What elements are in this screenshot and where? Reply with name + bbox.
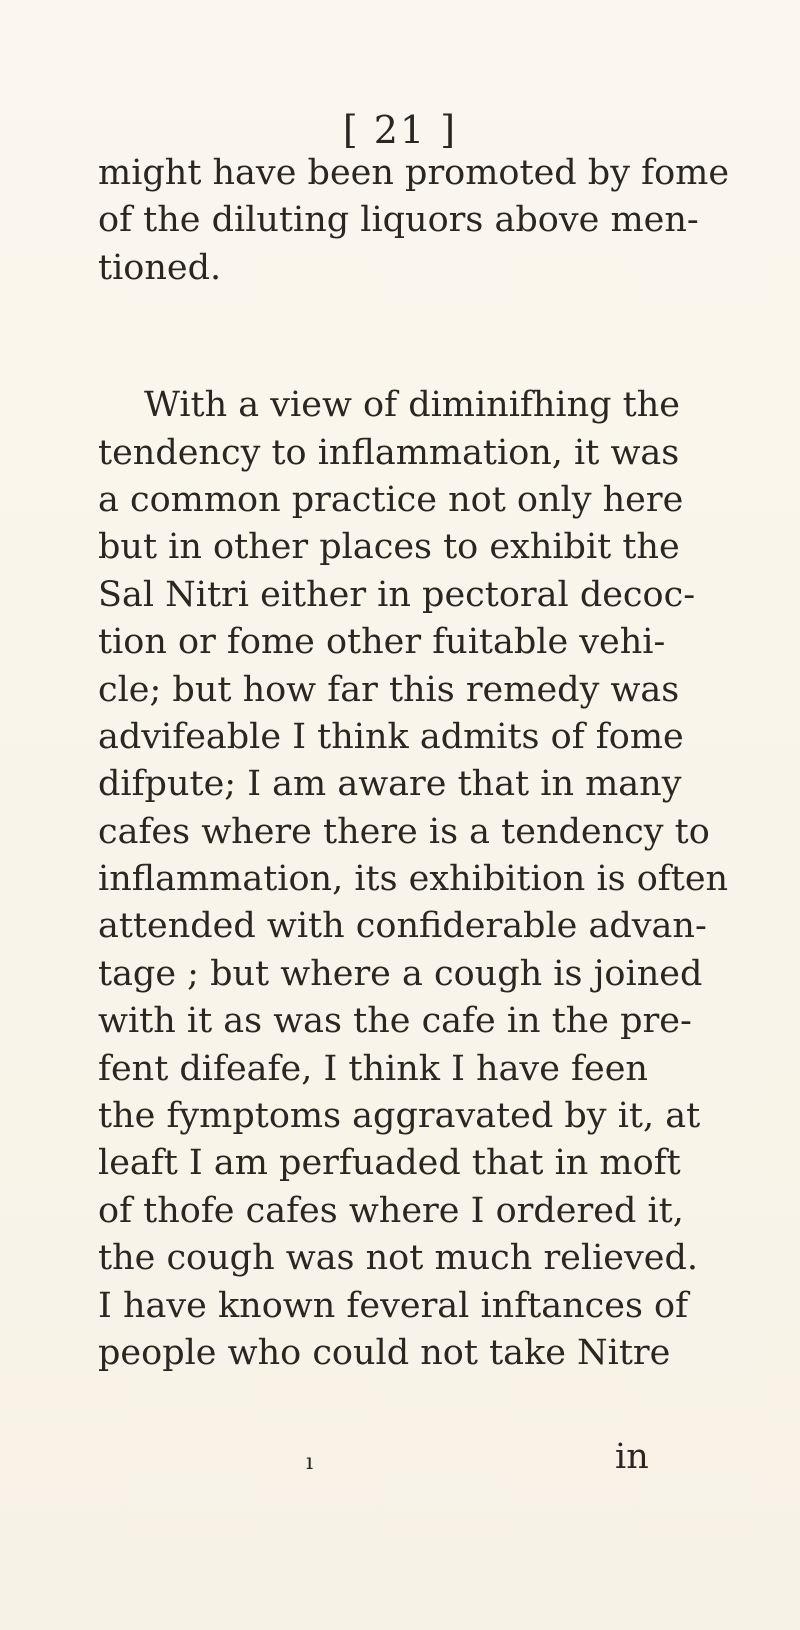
text-line: tendency to inflammation, it was bbox=[98, 432, 680, 473]
text-line: tage ; but where a cough is joined bbox=[98, 953, 703, 994]
text-line: but in other places to exhibit the bbox=[98, 527, 680, 568]
text-line: cafes where there is a tendency to bbox=[98, 811, 710, 852]
paragraph bbox=[98, 150, 738, 292]
body-text bbox=[98, 150, 738, 1377]
text-line: tioned. bbox=[98, 247, 222, 288]
text-line: the cough was not much relieved. bbox=[98, 1238, 699, 1279]
text-line: tion or fome other fuitable vehi- bbox=[98, 622, 666, 663]
text-line: the fymptoms aggravated by it, at bbox=[98, 1096, 701, 1137]
text-line: I have known feveral inftances of bbox=[98, 1285, 689, 1326]
text-line: of the diluting liquors above men- bbox=[98, 200, 699, 241]
text-line: Sal Nitri either in pectoral decoc- bbox=[98, 574, 696, 615]
text-line: of thofe cafes where I ordered it, bbox=[98, 1190, 684, 1231]
text-line: attended with confiderable advan- bbox=[98, 906, 707, 947]
text-line: cle; but how far this remedy was bbox=[98, 669, 680, 710]
text-line: difpute; I am aware that in many bbox=[98, 764, 682, 805]
catchword: in bbox=[615, 1437, 649, 1477]
text-line: people who could not take Nitre bbox=[98, 1332, 671, 1373]
paragraph-gap bbox=[98, 292, 738, 382]
text-line: a common practice not only here bbox=[98, 479, 684, 520]
text-line: fent difeafe, I think I have feen bbox=[98, 1048, 648, 1089]
text-line: leaft I am perfuaded that in moft bbox=[98, 1143, 681, 1184]
text-line: advifeable I think admits of fome bbox=[98, 716, 684, 757]
text-line: might have been promoted by fome bbox=[98, 153, 730, 193]
page-number: [ 21 ] bbox=[342, 108, 458, 152]
page-footer bbox=[0, 1432, 800, 1482]
text-line: with it as was the cafe in the pre- bbox=[98, 1001, 692, 1042]
signature-mark: ı bbox=[306, 1450, 314, 1475]
paragraph bbox=[98, 382, 738, 1377]
text-line: inflammation, its exhibition is often bbox=[98, 859, 729, 900]
text-line: With a view of diminifhing the bbox=[144, 385, 680, 426]
